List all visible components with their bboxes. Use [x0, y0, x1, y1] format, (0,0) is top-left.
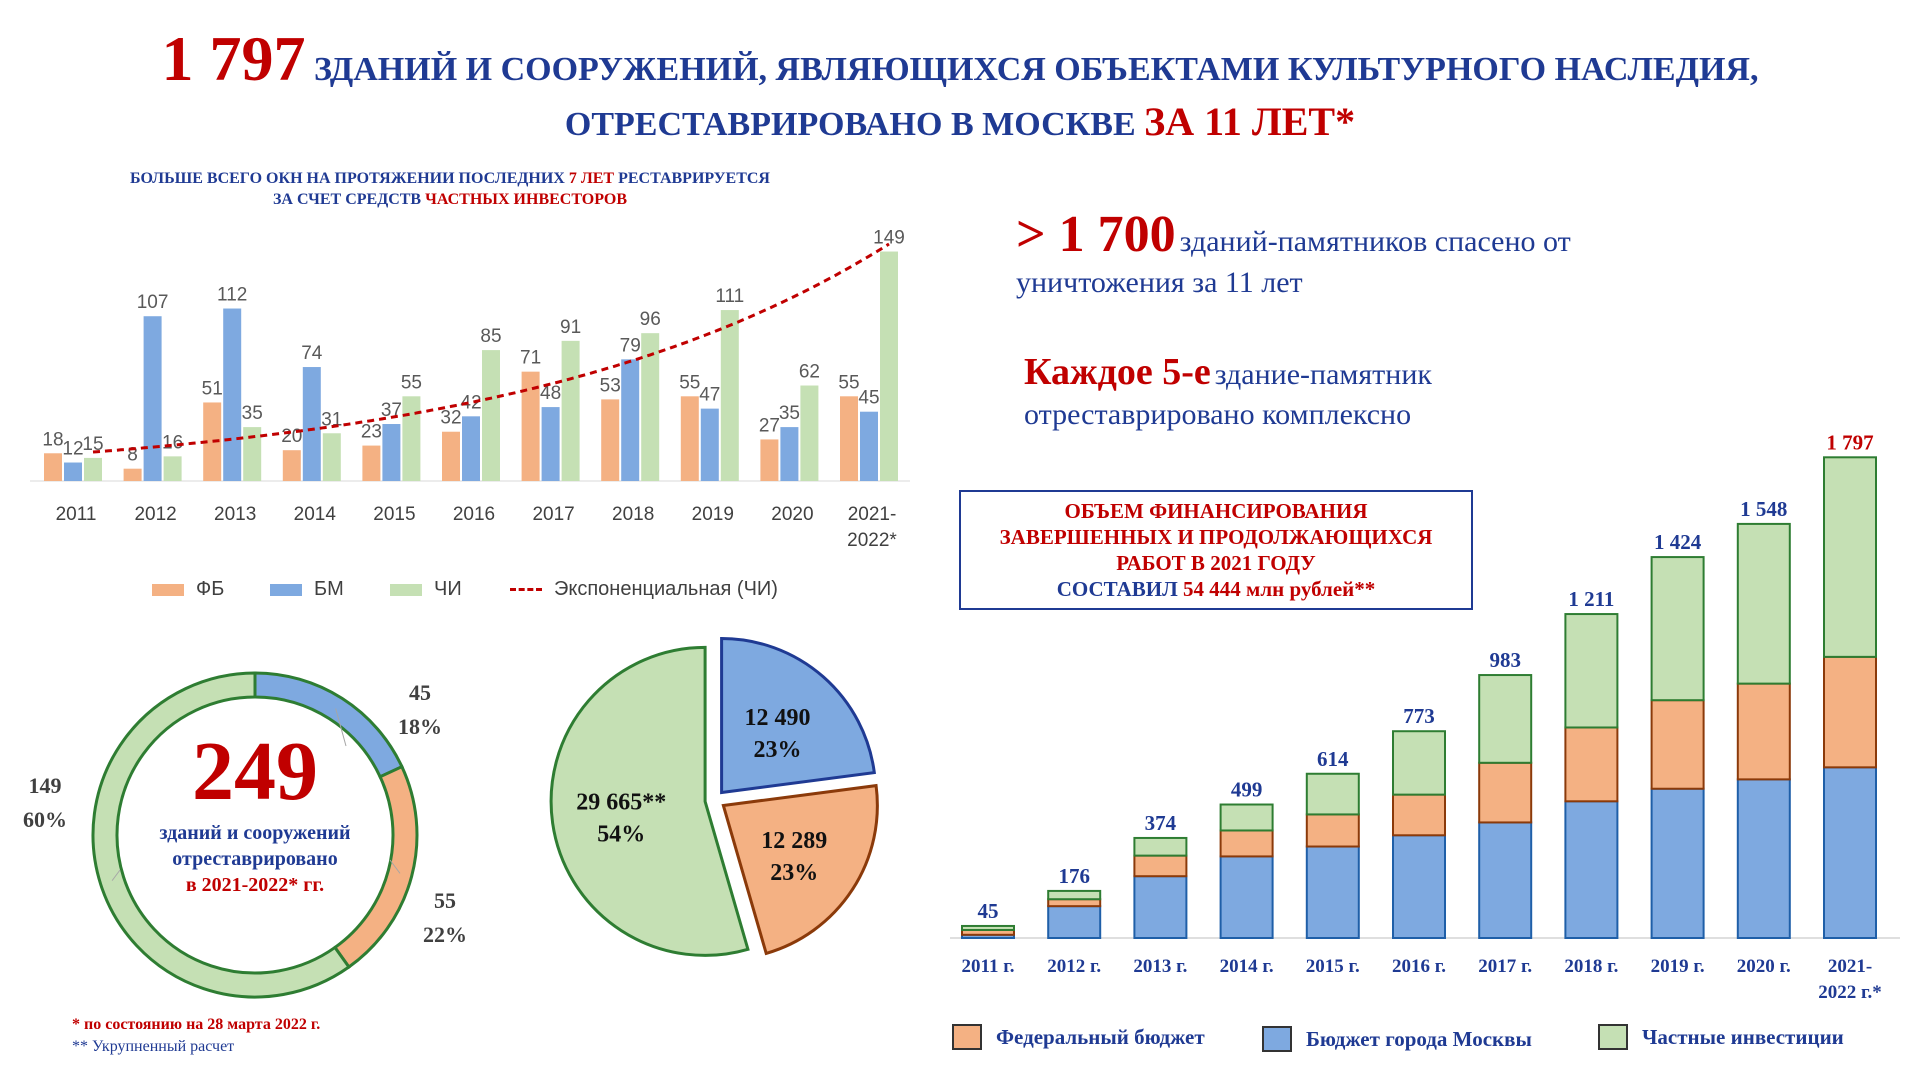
fact-fifth-text2: отреставрировано комплексно — [1024, 398, 1412, 431]
bar-value-label: 20 — [281, 426, 303, 448]
bar-value-label: 31 — [321, 409, 343, 431]
stack-segment — [1479, 822, 1531, 938]
bar-чи — [482, 350, 500, 481]
stack-segment — [1221, 830, 1273, 856]
stack-total-label: 45 — [977, 898, 999, 923]
stack-segment — [1652, 557, 1704, 700]
funding-amount: 54 444 млн рублей** — [1183, 577, 1376, 601]
bar-title-red: ЧАСТНЫХ ИНВЕСТОРОВ — [425, 191, 628, 208]
stack-segment — [1393, 795, 1445, 836]
fact-fifth-text1: здание-памятник — [1214, 358, 1432, 391]
x-tick-label: 2016 — [452, 504, 496, 525]
legend-chi — [390, 578, 462, 601]
bar-чи — [880, 252, 898, 481]
stack-total-label: 1 211 — [1568, 587, 1615, 612]
bar-value-label: 48 — [540, 383, 562, 405]
stack-x-label: 2018 г. — [1564, 956, 1619, 977]
bar-value-label: 35 — [778, 403, 800, 425]
header-line1-text: ЗДАНИЙ И СООРУЖЕНИЙ, ЯВЛЯЮЩИХСЯ ОБЪЕКТАМИ КУЛЬТУРНОГО НАСЛЕДИЯ, — [313, 51, 1759, 88]
stack-segment — [1393, 835, 1445, 938]
bar-фб — [283, 450, 301, 481]
bar-фб — [442, 432, 460, 481]
x-tick-label: 2013 — [214, 504, 257, 525]
donut-slice-pct: 60% — [23, 807, 67, 832]
legend-bm — [270, 578, 344, 601]
bar-value-label: 71 — [520, 347, 542, 369]
bar-value-label: 35 — [241, 403, 263, 425]
stack-segment — [1307, 814, 1359, 846]
funding-line: ОБЪЕМ ФИНАНСИРОВАНИЯ — [1064, 499, 1368, 523]
stack-x-label: 2019 г. — [1650, 956, 1705, 977]
bar-бм — [780, 427, 798, 481]
stack-segment — [1565, 614, 1617, 727]
funding-line: ЗАВЕРШЕННЫХ И ПРОДОЛЖАЮЩИХСЯ — [999, 525, 1433, 549]
bar-value-label: 23 — [360, 421, 382, 443]
legend2-fb — [952, 1024, 1205, 1050]
donut-center-l1: зданий и сооружений — [159, 822, 351, 844]
stack-x-label: 2014 г. — [1219, 956, 1274, 977]
bar-title-part: РЕСТАВРИРУЕТСЯ — [618, 170, 770, 187]
x-tick-label: 2021- — [847, 504, 897, 525]
stack-x-label: 2012 г. — [1047, 956, 1102, 977]
bar-value-label: 55 — [679, 372, 701, 394]
stack-x-label: 2011 г. — [961, 956, 1015, 977]
bar-value-label: 53 — [599, 375, 621, 397]
fact-saved-text2: уничтожения за 11 лет — [1016, 266, 1303, 299]
donut-slice-pct: 22% — [423, 922, 467, 947]
stack-segment — [1221, 856, 1273, 938]
stack-x-label: 2015 г. — [1305, 956, 1360, 977]
stack-total-label: 1 797 — [1826, 430, 1874, 455]
stack-x-label: 2021- — [1827, 956, 1873, 977]
bar-бм — [144, 316, 162, 481]
pie-slice-value: 12 490 — [744, 704, 811, 731]
donut-slice-pct: 18% — [398, 714, 442, 739]
legend2-swatch-fb — [952, 1024, 982, 1050]
stack-segment — [1824, 457, 1876, 657]
bar-бм — [621, 359, 639, 481]
legend2-chi — [1598, 1024, 1844, 1050]
stack-segment — [1134, 838, 1186, 856]
stack-segment — [962, 926, 1014, 930]
bar-value-label: 55 — [400, 372, 422, 394]
donut-center-l3: в 2021-2022* гг. — [185, 874, 325, 896]
bar-чи — [800, 386, 818, 481]
legend-trend — [510, 578, 778, 601]
stack-segment — [1048, 891, 1100, 899]
funding-line: СОСТАВИЛ — [1056, 577, 1178, 601]
stack-segment — [1479, 763, 1531, 823]
bar-чи — [721, 310, 739, 481]
stack-segment — [1824, 767, 1876, 938]
pie-slice-pct: 23% — [753, 736, 802, 763]
x-tick-label: 2012 — [134, 504, 177, 525]
bar-value-label: 15 — [82, 433, 104, 455]
legend2-swatch-chi — [1598, 1024, 1628, 1050]
stack-segment — [1307, 847, 1359, 938]
x-tick-label: 2015 — [373, 504, 416, 525]
bar-чи — [164, 456, 182, 481]
stack-segment — [1738, 779, 1790, 938]
bar-чи — [84, 458, 102, 481]
legend-label: ЧИ — [434, 578, 462, 600]
stacked-bar-chart — [940, 370, 1920, 1010]
bar-бм — [64, 463, 82, 481]
bar-бм — [701, 409, 719, 481]
bar-фб — [44, 453, 62, 481]
stack-segment — [1652, 789, 1704, 938]
bar-title-part: БОЛЬШЕ ВСЕГО ОКН НА ПРОТЯЖЕНИИ ПОСЛЕДНИХ — [130, 170, 565, 187]
bar-бм — [860, 412, 878, 481]
bar-фб — [362, 446, 380, 481]
bar-value-label: 62 — [798, 361, 820, 383]
legend-swatch-trend — [510, 588, 542, 591]
legend-swatch-bm — [270, 584, 302, 596]
bar-value-label: 96 — [639, 309, 661, 331]
bar-value-label: 16 — [162, 432, 184, 454]
x-tick-label: 2011 — [55, 504, 97, 525]
stack-segment — [1738, 684, 1790, 780]
x-tick-label: 2014 — [293, 504, 336, 525]
stack-x-label: 2020 г. — [1736, 956, 1791, 977]
bar-фб — [840, 396, 858, 481]
bar-value-label: 149 — [873, 227, 905, 249]
bar-value-label: 32 — [440, 407, 462, 429]
header-line2-text: ОТРЕСТАВРИРОВАНО В МОСКВЕ — [564, 106, 1136, 143]
stack-total-label: 1 548 — [1740, 496, 1788, 521]
bar-фб — [760, 439, 778, 481]
pie-slice-value: 29 665** — [576, 789, 667, 816]
stack-segment — [1134, 856, 1186, 877]
bar-чи — [562, 341, 580, 481]
x-tick-label: 2020 — [771, 504, 814, 525]
bar-value-label: 107 — [136, 292, 169, 314]
legend-swatch-fb — [152, 584, 184, 596]
donut-slice-value: 149 — [28, 773, 62, 798]
stack-segment — [1479, 675, 1531, 763]
grouped-bar-chart — [0, 190, 940, 580]
x-tick-label: 2019 — [691, 504, 734, 525]
bar-фб — [601, 399, 619, 481]
legend-label: БМ — [314, 578, 344, 600]
stack-total-label: 499 — [1230, 777, 1263, 802]
bar-бм — [462, 416, 480, 481]
fact-saved — [1016, 205, 1571, 264]
bar-value-label: 12 — [62, 438, 84, 460]
legend2-label: Частные инвестиции — [1642, 1024, 1844, 1049]
pie-chart — [540, 635, 900, 975]
legend2-label: Федеральный бюджет — [996, 1024, 1205, 1049]
stack-total-label: 1 424 — [1653, 530, 1702, 555]
bar-value-label: 112 — [217, 284, 248, 306]
footnote-2: ** Укрупненный расчет — [72, 1038, 235, 1055]
bar-value-label: 27 — [758, 415, 780, 437]
bar-value-label: 51 — [201, 378, 223, 400]
stack-x-label: 2016 г. — [1392, 956, 1446, 977]
stack-segment — [1307, 774, 1359, 815]
header-line2-red: ЗА 11 ЛЕТ* — [1144, 99, 1356, 144]
stack-segment — [1565, 727, 1617, 801]
stack-segment — [1048, 899, 1100, 906]
fact-saved-text1: зданий-памятников спасено от — [1179, 225, 1571, 258]
stack-total-label: 614 — [1317, 746, 1349, 771]
funding-line: РАБОТ В 2021 ГОДУ — [1116, 551, 1316, 575]
legend-swatch-chi — [390, 584, 422, 596]
stack-segment — [1134, 876, 1186, 938]
bar-value-label: 111 — [715, 286, 745, 308]
stack-segment — [1824, 657, 1876, 767]
bar-чи — [323, 433, 341, 481]
x-tick-label: 2022* — [847, 530, 897, 551]
fact-fifth-bold: Каждое 5-е — [1024, 351, 1211, 393]
stack-x-label: 2017 г. — [1478, 956, 1533, 977]
stack-segment — [1565, 801, 1617, 938]
bar-value-label: 42 — [460, 392, 482, 414]
bar-чи — [243, 427, 261, 481]
footnote-1: * по состоянию на 28 марта 2022 г. — [72, 1016, 321, 1033]
legend-fb — [152, 578, 224, 601]
stack-segment — [1738, 524, 1790, 684]
bar-title-part: ЗА СЧЕТ СРЕДСТВ — [272, 191, 422, 208]
bar-value-label: 37 — [380, 400, 402, 422]
bar-value-label: 79 — [619, 335, 641, 357]
bar-бм — [223, 309, 241, 481]
donut-center-l2: отреставрировано — [172, 848, 338, 870]
stack-x-label: 2022 г.* — [1818, 982, 1882, 1003]
bar-бм — [382, 424, 400, 481]
bar-value-label: 74 — [301, 343, 323, 365]
bar-чи — [402, 396, 420, 481]
bar-бм — [542, 407, 560, 481]
stack-total-label: 983 — [1489, 648, 1521, 673]
bar-value-label: 18 — [42, 429, 64, 451]
bar-value-label: 55 — [838, 372, 860, 394]
donut-center — [106, 725, 404, 898]
legend2-label: Бюджет города Москвы — [1306, 1026, 1532, 1051]
bar-title-red: 7 ЛЕТ — [568, 170, 615, 187]
legend2-swatch-bm — [1262, 1026, 1292, 1052]
donut-slice-value: 55 — [434, 888, 456, 913]
bar-value-label: 91 — [560, 316, 582, 338]
stack-total-label: 176 — [1058, 863, 1090, 888]
stack-segment — [1221, 805, 1273, 831]
fact-saved-num: > 1 700 — [1016, 206, 1176, 263]
bar-value-label: 47 — [699, 384, 721, 406]
stack-x-label: 2013 г. — [1133, 956, 1188, 977]
stack-total-label: 773 — [1403, 704, 1435, 729]
stack-segment — [1652, 700, 1704, 789]
legend2-bm — [1262, 1026, 1532, 1052]
pie-slice-pct: 23% — [770, 859, 819, 886]
bar-бм — [303, 367, 321, 481]
legend-label: ФБ — [196, 578, 225, 600]
header-line-2 — [0, 98, 1920, 145]
x-tick-label: 2017 — [532, 504, 575, 525]
bar-фб — [124, 469, 142, 481]
pie-slice-value: 12 289 — [761, 827, 828, 854]
stack-segment — [1048, 906, 1100, 938]
bar-value-label: 8 — [127, 444, 138, 466]
bar-value-label: 45 — [858, 387, 880, 409]
header-count: 1 797 — [161, 23, 306, 94]
header-line-1 — [0, 22, 1920, 96]
bar-value-label: 85 — [480, 326, 502, 348]
stack-total-label: 374 — [1144, 810, 1177, 835]
legend-label: Экспоненциальная (ЧИ) — [554, 578, 778, 600]
stack-segment — [1393, 731, 1445, 794]
bar-фб — [681, 396, 699, 481]
x-tick-label: 2018 — [612, 504, 655, 525]
donut-center-num: 249 — [192, 725, 318, 818]
pie-slice-pct: 54% — [597, 821, 646, 848]
donut-slice-value: 45 — [409, 680, 431, 705]
